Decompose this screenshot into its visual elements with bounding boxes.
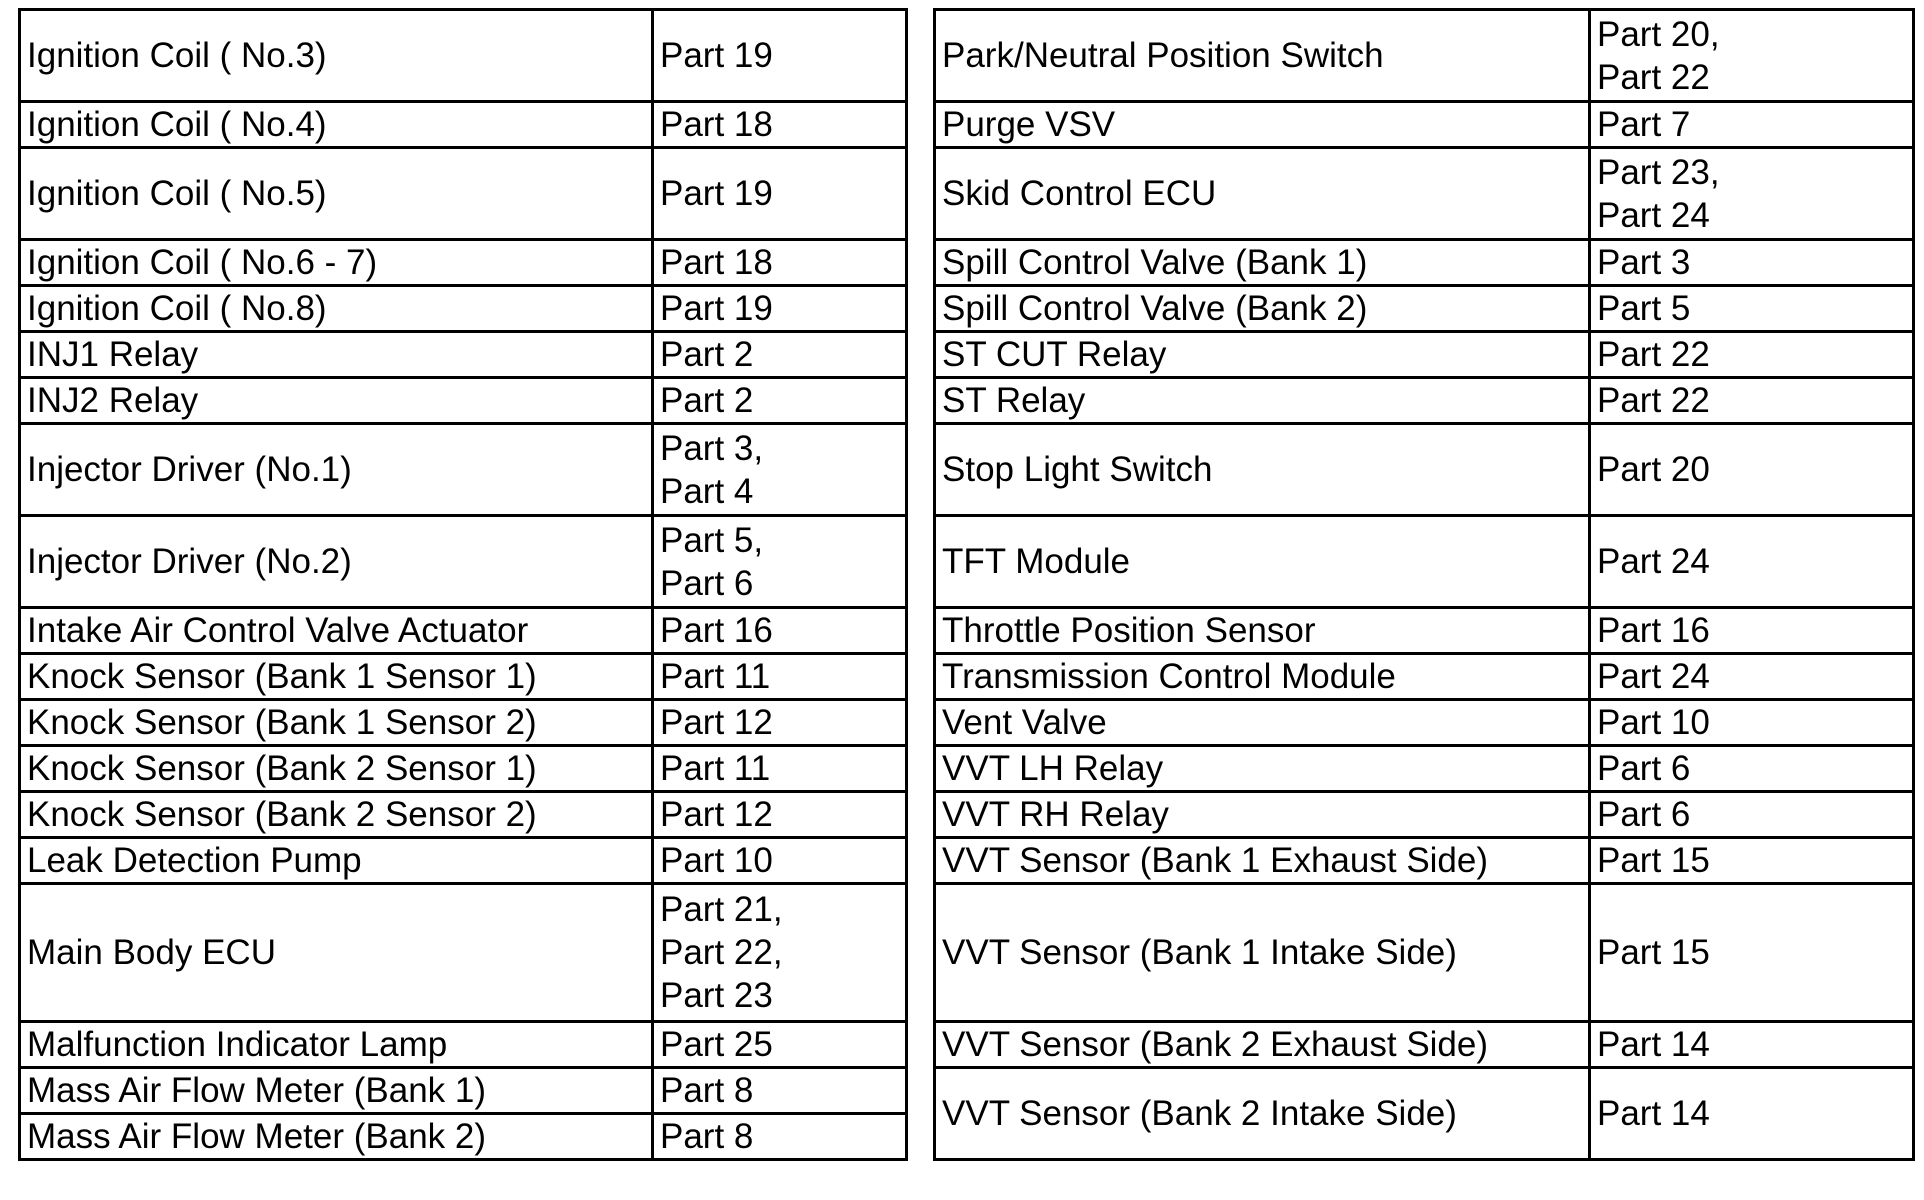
location-cell: Part 7 xyxy=(1590,102,1914,148)
component-name-cell: INJ2 Relay xyxy=(20,378,653,424)
component-name-cell: Ignition Coil ( No.6 - 7) xyxy=(20,240,653,286)
component-name-cell: Injector Driver (No.1) xyxy=(20,424,653,516)
location-cell: Part 2 xyxy=(653,378,907,424)
table-row xyxy=(935,378,1914,424)
location-cell: Part 18 xyxy=(653,102,907,148)
table-row xyxy=(20,1068,907,1114)
component-name-cell: Vent Valve xyxy=(935,700,1590,746)
table-row xyxy=(20,838,907,884)
component-name-cell: Injector Driver (No.2) xyxy=(20,516,653,608)
location-cell: Part 14 xyxy=(1590,1022,1914,1068)
component-name-cell: Stop Light Switch xyxy=(935,424,1590,516)
component-name-cell: Throttle Position Sensor xyxy=(935,608,1590,654)
component-name-cell: Skid Control ECU xyxy=(935,148,1590,240)
component-name-cell: TFT Module xyxy=(935,516,1590,608)
component-name-cell: Knock Sensor (Bank 2 Sensor 2) xyxy=(20,792,653,838)
table-row xyxy=(935,792,1914,838)
component-name-cell: Knock Sensor (Bank 1 Sensor 2) xyxy=(20,700,653,746)
component-name-cell: Spill Control Valve (Bank 1) xyxy=(935,240,1590,286)
table-row xyxy=(20,1114,907,1160)
table-row xyxy=(20,424,907,516)
table-row xyxy=(935,1022,1914,1068)
table-row xyxy=(935,700,1914,746)
location-cell: Part 11 xyxy=(653,746,907,792)
location-cell: Part 15 xyxy=(1590,884,1914,1022)
component-name-cell: VVT Sensor (Bank 2 Intake Side) xyxy=(935,1068,1590,1160)
table-row xyxy=(20,10,907,102)
component-name-cell: ST Relay xyxy=(935,378,1590,424)
component-location-table-left xyxy=(18,8,908,1161)
location-cell: Part 24 xyxy=(1590,654,1914,700)
table-row xyxy=(20,332,907,378)
table-row xyxy=(935,102,1914,148)
table-row xyxy=(20,746,907,792)
table-row xyxy=(935,424,1914,516)
table-row xyxy=(20,102,907,148)
component-name-cell: Spill Control Valve (Bank 2) xyxy=(935,286,1590,332)
component-name-cell: VVT Sensor (Bank 2 Exhaust Side) xyxy=(935,1022,1590,1068)
location-cell: Part 8 xyxy=(653,1068,907,1114)
location-cell: Part 5, Part 6 xyxy=(653,516,907,608)
component-name-cell: INJ1 Relay xyxy=(20,332,653,378)
table-row xyxy=(20,884,907,1022)
component-name-cell: Mass Air Flow Meter (Bank 1) xyxy=(20,1068,653,1114)
location-cell: Part 25 xyxy=(653,1022,907,1068)
component-name-cell: Main Body ECU xyxy=(20,884,653,1022)
location-cell: Part 16 xyxy=(1590,608,1914,654)
component-name-cell: Ignition Coil ( No.4) xyxy=(20,102,653,148)
component-name-cell: Ignition Coil ( No.8) xyxy=(20,286,653,332)
table-row xyxy=(935,884,1914,1022)
location-cell: Part 2 xyxy=(653,332,907,378)
location-cell: Part 10 xyxy=(653,838,907,884)
table-row xyxy=(935,838,1914,884)
table-row xyxy=(935,332,1914,378)
table-row xyxy=(20,792,907,838)
location-cell: Part 3 xyxy=(1590,240,1914,286)
component-name-cell: VVT LH Relay xyxy=(935,746,1590,792)
component-name-cell: Malfunction Indicator Lamp xyxy=(20,1022,653,1068)
component-name-cell: Park/Neutral Position Switch xyxy=(935,10,1590,102)
location-cell: Part 19 xyxy=(653,10,907,102)
location-cell: Part 21, Part 22, Part 23 xyxy=(653,884,907,1022)
location-cell: Part 5 xyxy=(1590,286,1914,332)
table-row xyxy=(20,378,907,424)
component-name-cell: Purge VSV xyxy=(935,102,1590,148)
table-row xyxy=(935,286,1914,332)
table-row xyxy=(935,148,1914,240)
component-name-cell: Leak Detection Pump xyxy=(20,838,653,884)
table-row xyxy=(935,608,1914,654)
location-cell: Part 6 xyxy=(1590,792,1914,838)
table-row xyxy=(935,654,1914,700)
location-cell: Part 20, Part 22 xyxy=(1590,10,1914,102)
location-cell: Part 6 xyxy=(1590,746,1914,792)
location-cell: Part 16 xyxy=(653,608,907,654)
location-cell: Part 3, Part 4 xyxy=(653,424,907,516)
location-cell: Part 19 xyxy=(653,286,907,332)
table-row xyxy=(935,516,1914,608)
component-name-cell: Transmission Control Module xyxy=(935,654,1590,700)
table-row xyxy=(20,516,907,608)
component-name-cell: VVT Sensor (Bank 1 Intake Side) xyxy=(935,884,1590,1022)
location-cell: Part 22 xyxy=(1590,332,1914,378)
location-cell: Part 22 xyxy=(1590,378,1914,424)
table-row xyxy=(935,240,1914,286)
table-row xyxy=(935,10,1914,102)
table-row xyxy=(935,1068,1914,1160)
component-name-cell: Knock Sensor (Bank 1 Sensor 1) xyxy=(20,654,653,700)
table-row xyxy=(20,148,907,240)
location-cell: Part 18 xyxy=(653,240,907,286)
location-cell: Part 24 xyxy=(1590,516,1914,608)
component-name-cell: ST CUT Relay xyxy=(935,332,1590,378)
location-cell: Part 10 xyxy=(1590,700,1914,746)
component-name-cell: VVT Sensor (Bank 1 Exhaust Side) xyxy=(935,838,1590,884)
table-row xyxy=(20,1022,907,1068)
location-cell: Part 20 xyxy=(1590,424,1914,516)
location-cell: Part 14 xyxy=(1590,1068,1914,1160)
component-name-cell: Knock Sensor (Bank 2 Sensor 1) xyxy=(20,746,653,792)
table-row xyxy=(20,286,907,332)
location-cell: Part 23, Part 24 xyxy=(1590,148,1914,240)
location-cell: Part 11 xyxy=(653,654,907,700)
component-name-cell: Intake Air Control Valve Actuator xyxy=(20,608,653,654)
location-cell: Part 19 xyxy=(653,148,907,240)
table-row xyxy=(20,654,907,700)
component-name-cell: VVT RH Relay xyxy=(935,792,1590,838)
component-name-cell: Mass Air Flow Meter (Bank 2) xyxy=(20,1114,653,1160)
table-row xyxy=(20,700,907,746)
location-cell: Part 12 xyxy=(653,700,907,746)
component-location-table-right xyxy=(933,8,1915,1161)
component-name-cell: Ignition Coil ( No.3) xyxy=(20,10,653,102)
table-row xyxy=(20,240,907,286)
location-cell: Part 8 xyxy=(653,1114,907,1160)
table-row xyxy=(20,608,907,654)
location-cell: Part 12 xyxy=(653,792,907,838)
location-cell: Part 15 xyxy=(1590,838,1914,884)
component-name-cell: Ignition Coil ( No.5) xyxy=(20,148,653,240)
table-row xyxy=(935,746,1914,792)
